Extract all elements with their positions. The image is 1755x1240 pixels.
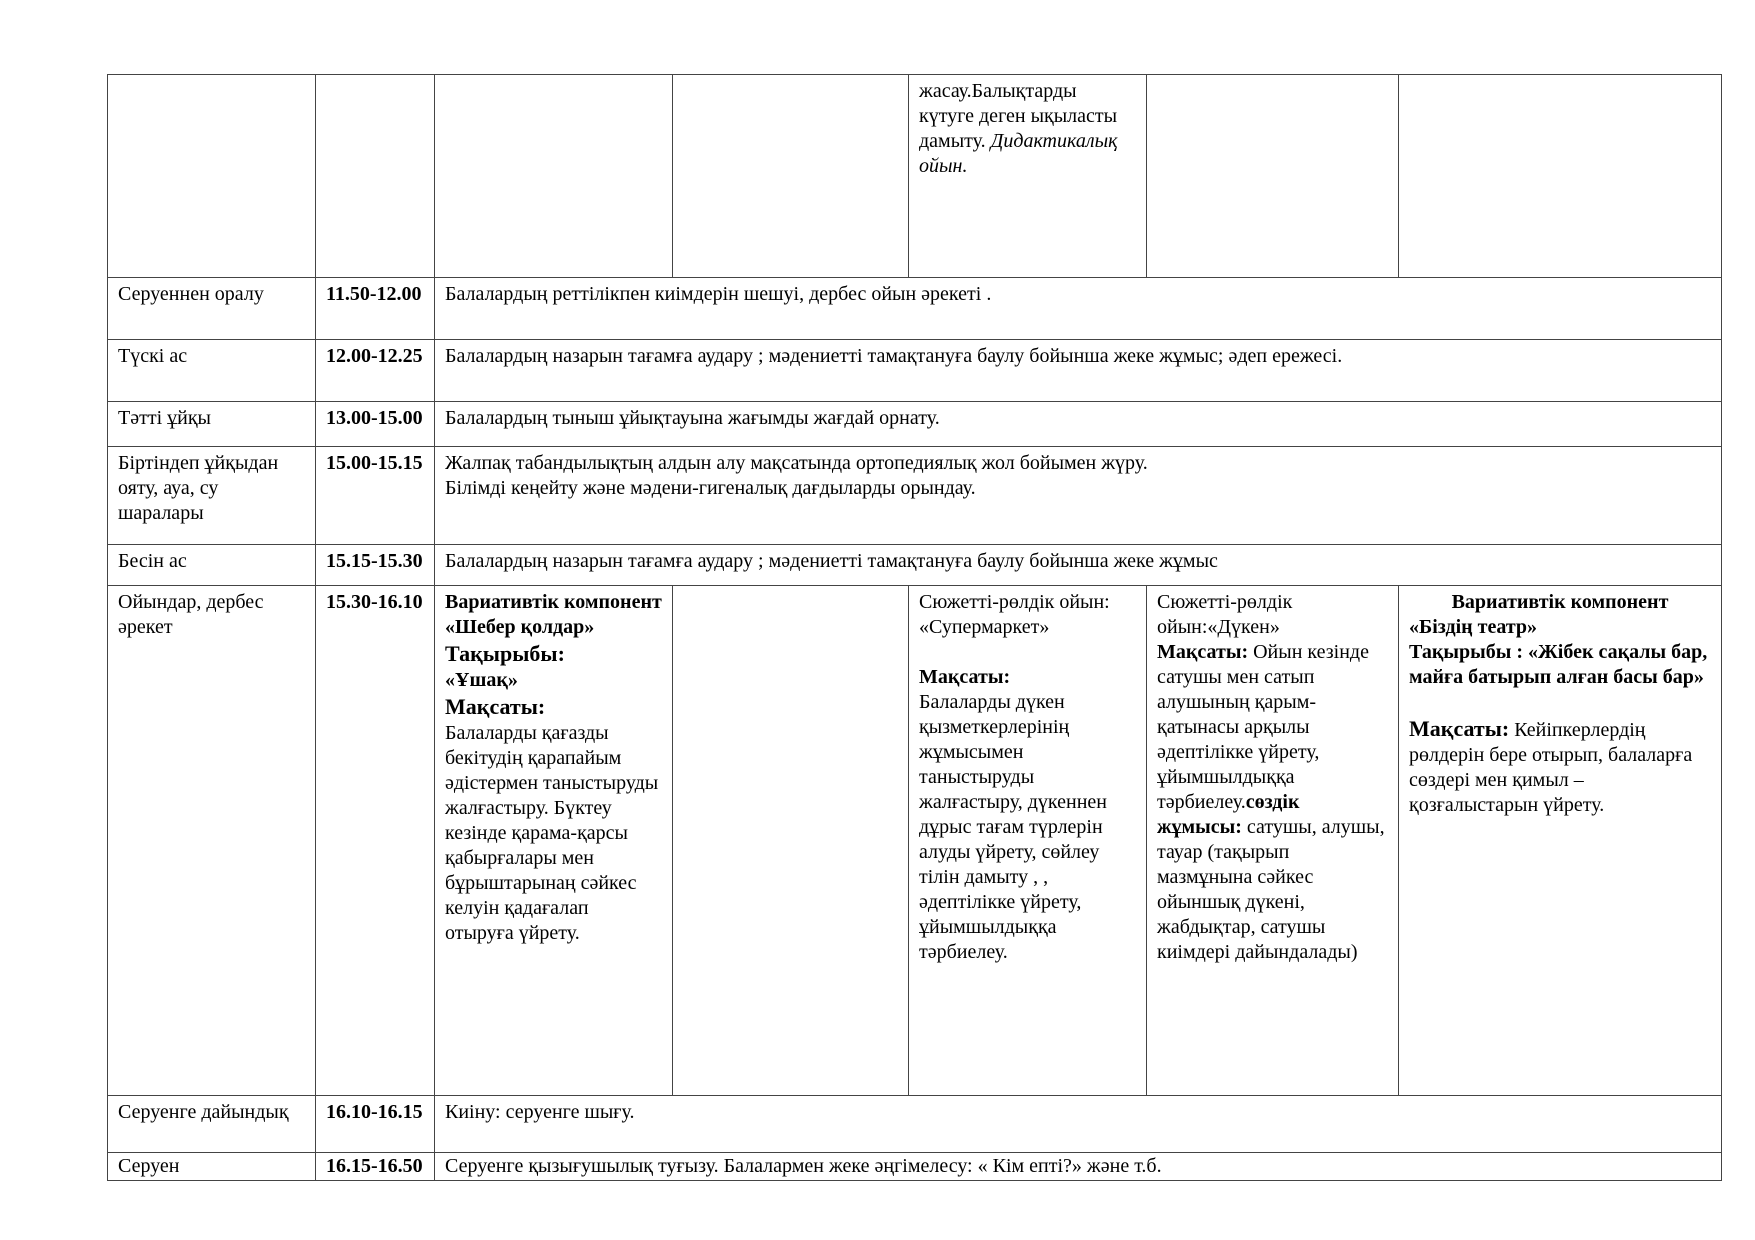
component-title: Вариативтік компонент [1451, 591, 1669, 613]
topic-value: «Ұшақ» [445, 669, 518, 691]
time-slot: 15.15-15.30 [316, 545, 435, 586]
activity-name: Түскі ас [108, 340, 316, 402]
vocabulary-text: сатушы, алушы, тауар (тақырып мазмұнына сәйкес ойыншық дүкені, жабдықтар, сатушы киімдері дайындалады) [1157, 816, 1385, 963]
row-content: Балалардың реттілікпен киімдерін шешуі, дербес ойын әрекеті . [435, 278, 1722, 340]
table-row [108, 1153, 1722, 1181]
game-title: Сюжетті-рөлдік ойын: «Супермаркет» [919, 591, 1110, 638]
activity-name: Серуеннен оралу [108, 278, 316, 340]
day-cell [1399, 75, 1722, 278]
table-row [108, 447, 1722, 545]
component-name: «Біздің театр» [1409, 616, 1538, 638]
component-title: Вариативтік компонент [445, 591, 662, 613]
variative-theatre-cell [1399, 586, 1722, 1096]
time-slot: 15.00-15.15 [316, 447, 435, 545]
content-line: Жалпақ табандылықтың алдын алу мақсатында ортопедиялық жол бойымен жүру. [445, 452, 1148, 474]
day-cell [1147, 75, 1399, 278]
time-slot: 12.00-12.25 [316, 340, 435, 402]
component-name: «Шебер қолдар» [445, 616, 595, 638]
goal-text: Балаларды қағазды бекітудің қарапайым әдістермен таныстыруды жалғастыру. Бүктеу кезінде қарама-қарсы қабырғалары мен бұрыштарынаң сәйкес келуін қадағалап отыруға үйрету. [445, 722, 659, 944]
time-slot: 13.00-15.00 [316, 402, 435, 447]
time-slot: 16.10-16.15 [316, 1096, 435, 1153]
game-title: Сюжетті-рөлдік ойын:«Дүкен» [1157, 591, 1293, 638]
row-content [435, 447, 1722, 545]
row-content: Балалардың тыныш ұйықтауына жағымды жағдай орнату. [435, 402, 1722, 447]
day-cell [435, 75, 673, 278]
time-cell [316, 75, 435, 278]
row-content: Балалардың назарын тағамға аудару ; мәдениетті тамақтануға баулу бойынша жеке жұмыс; әдеп ережесі. [435, 340, 1722, 402]
goal-text: Ойын кезінде сатушы мен сатып алушының қарым-қатынасы арқылы әдептілікке үйрету, ұйымшылдыққа тәрбиелеу. [1157, 641, 1369, 813]
day-cell [673, 586, 909, 1096]
time-slot: 15.30-16.10 [316, 586, 435, 1096]
day-cell [673, 75, 909, 278]
continued-text: жасау.Балықтарды күтуге деген ықыласты дамыту. [919, 80, 1118, 152]
goal-text: Кейіпкерлердің рөлдерін бере отырып, балаларға сөздері мен қимыл – қозғалыстарын үйрету. [1409, 719, 1693, 816]
activity-name: Біртіндеп ұйқыдан ояту, ауа, су шаралары [108, 447, 316, 545]
topic-text: Тақырыбы : «Жібек сақалы бар, майға батырып алған басы бар» [1409, 641, 1708, 688]
activity-name: Серуен [108, 1153, 316, 1181]
goal-label: Мақсаты: [1409, 716, 1510, 741]
activity-name: Ойындар, дербес әрекет [108, 586, 316, 1096]
content-line: Білімді кеңейту және мәдени-гигеналық дағдыларды орындау. [445, 477, 976, 499]
didactic-game-label: Дидактикалық ойын. [919, 130, 1118, 177]
table-row [108, 340, 1722, 402]
goal-label: Мақсаты: [919, 666, 1011, 688]
activity-name: Тәтті ұйқы [108, 402, 316, 447]
variative-workshop-cell [435, 586, 673, 1096]
activity-cell [108, 75, 316, 278]
vocabulary-label: сөздік жұмысы: [1157, 791, 1300, 838]
row-content: Киіну: серуенге шығу. [435, 1096, 1722, 1153]
table-row [108, 278, 1722, 340]
table-row [108, 1096, 1722, 1153]
daily-plan-table [107, 74, 1722, 1181]
table-row-games [108, 586, 1722, 1096]
table-row [108, 545, 1722, 586]
day-cell [909, 75, 1147, 278]
activity-name: Серуенге дайындық [108, 1096, 316, 1153]
topic-label: Тақырыбы: [445, 641, 565, 666]
table-row-continued [108, 75, 1722, 278]
row-content: Серуенге қызығушылық туғызу. Балалармен жеке әңгімелесу: « Кім епті?» және т.б. [435, 1153, 1722, 1181]
activity-name: Бесін ас [108, 545, 316, 586]
spacer [919, 640, 1136, 665]
time-slot: 16.15-16.50 [316, 1153, 435, 1181]
role-play-shop-cell [1147, 586, 1399, 1096]
table-row [108, 402, 1722, 447]
time-slot: 11.50-12.00 [316, 278, 435, 340]
spacer [1409, 690, 1711, 715]
goal-text: Балаларды дүкен қызметкерлерінің жұмысымен таныстыруды жалғастыру, дүкеннен дұрыс тағам түрлерін алуды үйрету, сөйлеу тілін дамыту , , әдептілікке үйрету, ұйымшылдыққа тәрбиелеу. [919, 691, 1107, 963]
role-play-supermarket-cell [909, 586, 1147, 1096]
goal-label: Мақсаты: [1157, 641, 1249, 663]
row-content: Балалардың назарын тағамға аудару ; мәдениетті тамақтануға баулу бойынша жеке жұмыс [435, 545, 1722, 586]
goal-label: Мақсаты: [445, 694, 546, 719]
